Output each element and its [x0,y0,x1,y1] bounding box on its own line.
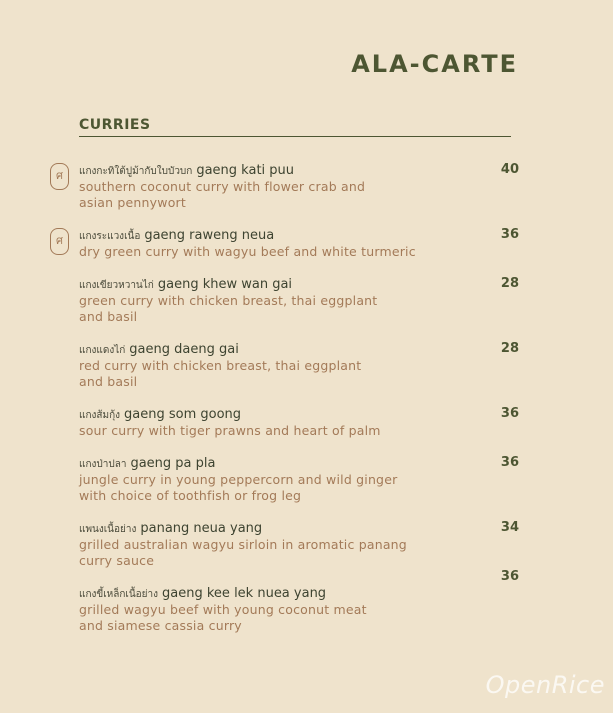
dish-price: 36 [500,455,519,470]
dish-price: 36 [500,569,519,584]
dish-price: 28 [500,341,519,356]
dish-description: and basil [79,374,138,389]
dish-name: panang neua yang [140,521,263,536]
dish-description: with choice of toothfish or frog leg [79,488,302,503]
thai-name: แกงแดงไก่ [79,345,126,356]
dish-description: and basil [79,309,138,324]
thai-name: แกงกะทิใต้ปูม้ากับใบบัวบก [79,166,193,177]
menu-item [79,276,519,325]
menu-item [56,162,519,211]
menu-item [79,520,519,569]
openrice-watermark: OpenRice [485,671,605,699]
signature-badge-icon: ศ [50,228,69,255]
signature-badge-icon: ศ [50,163,69,190]
dish-name: gaeng kee lek nuea yang [162,586,327,601]
thai-name: แกงขี้เหล็กเนื้อย่าง [79,589,159,600]
dish-description: dry green curry with wagyu beef and white turmeric [79,244,416,259]
menu-item [79,455,519,504]
section-heading-curries: CURRIES [79,117,511,137]
dish-price: 28 [500,276,519,291]
page-title: ALA-CARTE [351,50,518,78]
dish-description: curry sauce [79,553,155,568]
dish-name: gaeng som goong [124,407,242,422]
dish-description: southern coconut curry with flower crab and [79,179,366,194]
dish-description: sour curry with tiger prawns and heart of palm [79,423,381,438]
dish-description: grilled wagyu beef with young coconut meat [79,602,367,617]
menu-item [79,569,519,634]
dish-name: gaeng khew wan gai [157,277,293,292]
menu-item [56,227,519,260]
dish-description: red curry with chicken breast, thai eggplant [79,358,362,373]
dish-description: grilled australian wagyu sirloin in aromatic panang [79,537,407,552]
thai-name: แกงระแวงเนื้อ [79,231,141,242]
dish-name: gaeng daeng gai [129,342,239,357]
dish-name: gaeng pa pla [130,456,216,471]
dish-price: 36 [500,406,519,421]
thai-name: แกงป่าปลา [79,459,127,470]
dish-name: gaeng raweng neua [144,228,275,243]
dish-price: 34 [500,520,519,535]
menu-item [79,341,519,390]
thai-name: แกงส้มกุ้ง [79,410,121,421]
dish-description: and siamese cassia curry [79,618,242,633]
thai-name: แกงเขียวหวานไก่ [79,280,154,291]
dish-price: 40 [500,162,519,177]
dish-description: green curry with chicken breast, thai eggplant [79,293,378,308]
menu-item [79,406,519,439]
thai-name: แพนงเนื้อย่าง [79,524,137,535]
dish-description: jungle curry in young peppercorn and wild ginger [79,472,398,487]
dish-description: asian pennywort [79,195,186,210]
dish-price: 36 [500,227,519,242]
dish-name: gaeng kati puu [196,163,295,178]
